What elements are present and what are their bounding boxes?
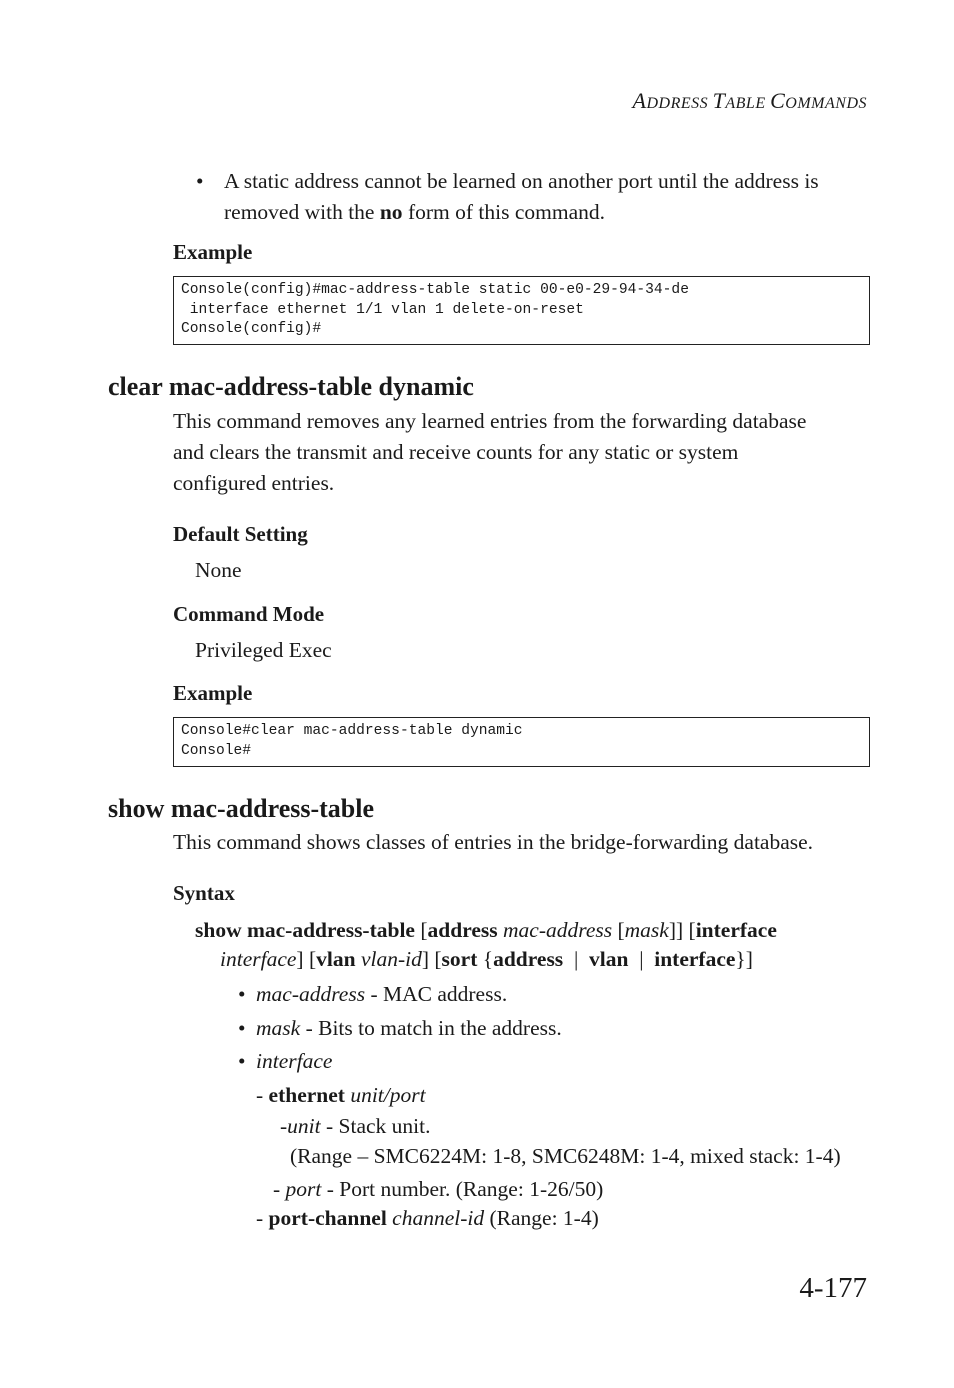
syntax-line-2: interface] [vlan vlan-id] [sort {address | vlan | interface}] <box>220 947 753 971</box>
bullet-dot: • <box>238 1016 246 1040</box>
port-channel-item <box>256 1203 599 1234</box>
param-desc: - MAC address. <box>365 982 508 1006</box>
show-section-description: This command shows classes of entries in the bridge-forwarding database. <box>173 830 814 854</box>
bullet-dot: • <box>238 1049 246 1073</box>
running-head-sc-commands: OMMANDS <box>785 95 867 112</box>
page-number: 4-177 <box>799 1272 867 1304</box>
command-mode-heading: Command Mode <box>173 602 325 626</box>
syntax-arg-mac-address: mac-address <box>503 918 613 942</box>
running-head-cap-a: A <box>632 88 647 113</box>
param-name: interface <box>256 1049 333 1073</box>
intro-line2-pre: removed with the <box>224 200 380 224</box>
ethernet-arg: unit/port <box>350 1083 426 1107</box>
clear-desc-line: This command removes any learned entries from the forwarding database <box>173 409 807 433</box>
syntax-kw-vlan: vlan <box>316 947 356 971</box>
port-item <box>273 1174 603 1205</box>
param-desc: - Bits to match in the address. <box>300 1016 562 1040</box>
param-item <box>238 1046 333 1077</box>
example2-code-block: Console#clear mac-address-table dynamic Console# <box>173 717 870 767</box>
intro-bullet <box>196 166 884 228</box>
dash: - <box>273 1177 286 1201</box>
running-head <box>633 88 867 114</box>
intro-line2-post: form of this command. <box>402 200 605 224</box>
clear-desc-line: configured entries. <box>173 471 335 495</box>
dash: - <box>256 1083 269 1107</box>
clear-section-title: clear mac-address-table dynamic <box>108 372 474 401</box>
running-head-sc-address: DDRESS <box>646 95 713 112</box>
param-item <box>238 1013 562 1044</box>
bullet-dot: • <box>196 169 204 193</box>
command-mode-value: Privileged Exec <box>195 638 332 662</box>
bullet-dot: • <box>238 982 246 1006</box>
dash: - <box>256 1206 269 1230</box>
syntax-heading: Syntax <box>173 881 235 905</box>
unit-desc: - Stack unit. <box>320 1114 431 1138</box>
syntax-kw-address: address <box>427 918 498 942</box>
ethernet-item <box>256 1080 426 1111</box>
clear-section-description <box>173 406 873 499</box>
syntax-command: show mac-address-table <box>195 918 415 942</box>
running-head-cap-c: C <box>770 88 786 113</box>
param-name: mac-address <box>256 982 366 1006</box>
default-setting-heading: Default Setting <box>173 522 308 546</box>
ethernet-keyword: ethernet <box>268 1083 345 1107</box>
unit-range: (Range – SMC6224M: 1-8, SMC6248M: 1-4, mixed stack: 1-4) <box>290 1144 841 1168</box>
port-channel-range: (Range: 1-4) <box>484 1206 599 1230</box>
syntax-sort-interface: interface <box>654 947 736 971</box>
example1-code-block: Console(config)#mac-address-table static 00-e0-29-94-34-de interface ethernet 1/1 vlan 1 delete-on-reset Console(config)# <box>173 276 870 345</box>
param-name: mask <box>256 1016 301 1040</box>
port-channel-arg: channel-id <box>392 1206 485 1230</box>
example2-heading: Example <box>173 681 253 705</box>
syntax-line <box>195 916 875 974</box>
param-item <box>238 979 508 1010</box>
port-channel-keyword: port-channel <box>268 1206 387 1230</box>
default-setting-value: None <box>195 558 242 582</box>
syntax-sep: | <box>639 947 644 971</box>
syntax-arg-vlan-id: vlan-id <box>360 947 422 971</box>
port-name: port <box>285 1177 322 1201</box>
unit-item <box>280 1111 431 1142</box>
clear-desc-line: and clears the transmit and receive counts for any static or system <box>173 440 739 464</box>
syntax-sort-address: address <box>493 947 564 971</box>
intro-bullet-line1: A static address cannot be learned on another port until the address is <box>224 169 819 193</box>
syntax-arg-mask: mask <box>624 918 669 942</box>
show-section-title: show mac-address-table <box>108 794 375 823</box>
no-keyword: no <box>379 200 403 224</box>
port-desc: - Port number. (Range: 1-26/50) <box>321 1177 604 1201</box>
syntax-kw-sort: sort <box>441 947 478 971</box>
running-head-cap-t: T <box>712 88 726 113</box>
syntax-line-1: show mac-address-table [address mac-address [mask]] [interface <box>195 918 777 942</box>
syntax-arg-interface: interface <box>220 947 297 971</box>
syntax-sep: | <box>573 947 579 971</box>
syntax-sort-vlan: vlan <box>589 947 629 971</box>
dash: - <box>280 1114 288 1138</box>
unit-name: unit <box>287 1114 321 1138</box>
example1-heading: Example <box>173 240 253 264</box>
intro-bullet-line2 <box>224 197 884 228</box>
syntax-kw-interface: interface <box>695 918 777 942</box>
running-head-sc-table: ABLE <box>725 95 771 112</box>
